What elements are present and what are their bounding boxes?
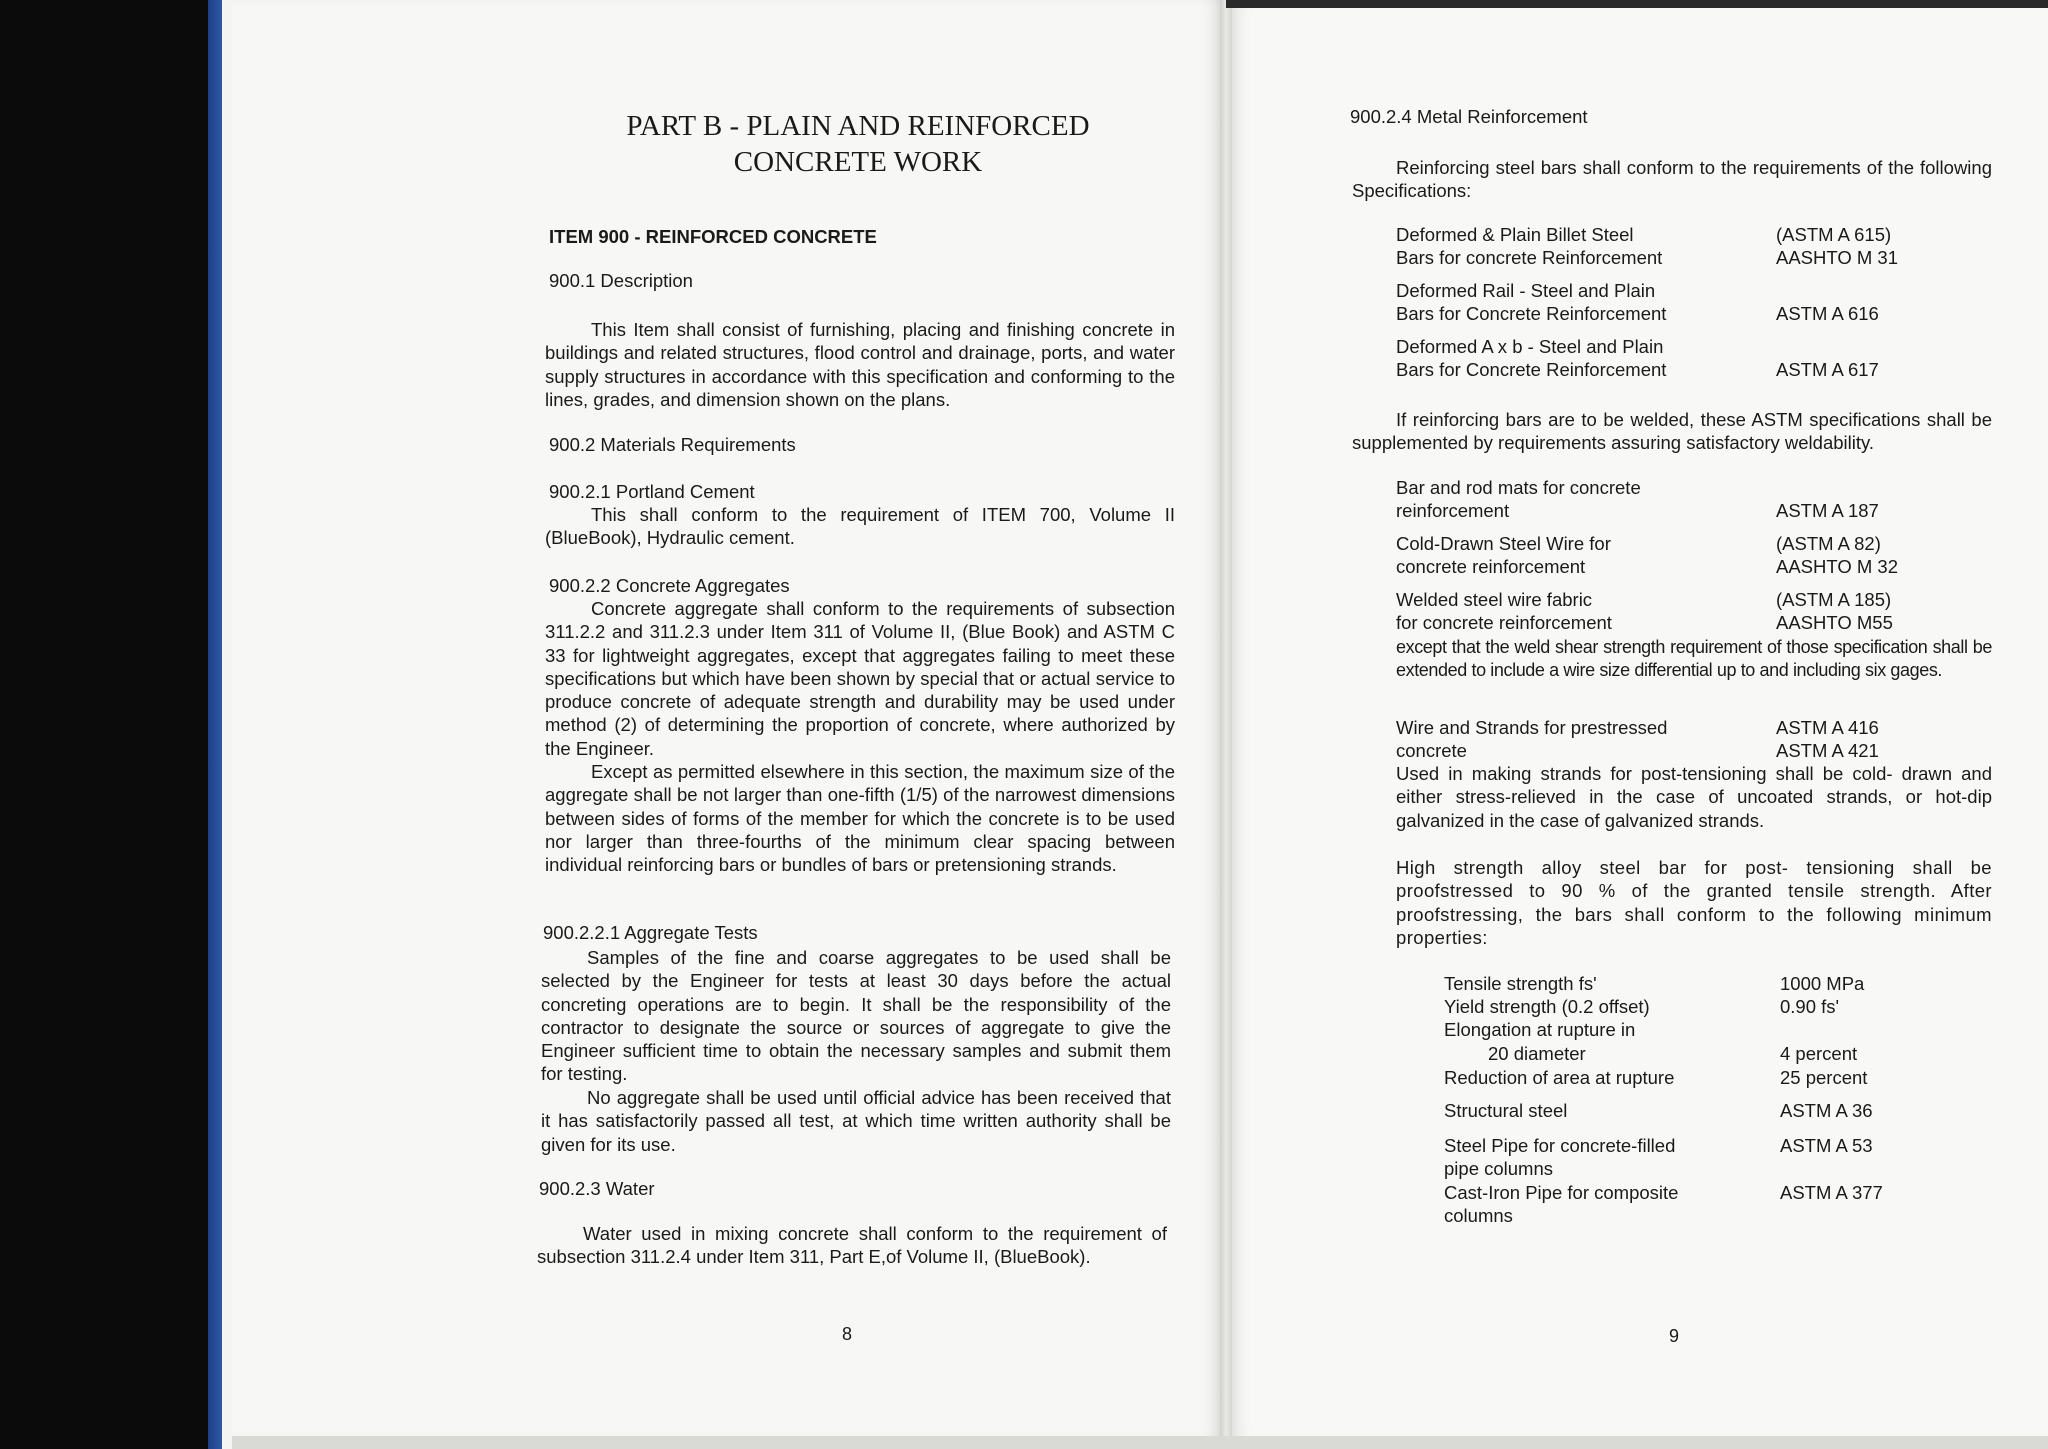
paragraph-except: except that the weld shear strength requirement of those specification shall be extended to include a wire size differential up to and including six gages. [1396,637,1992,681]
page-number-right: 9 [1669,1326,1680,1346]
section-900-2-2-1: 900.2.2.1 Aggregate Tests [543,922,758,943]
spec-label: Cold-Drawn Steel Wire for concrete reinforcement [1396,533,1611,577]
section-900-2: 900.2 Materials Requirements [549,434,796,455]
paragraph-water: Water used in mixing concrete shall conform to the requirement of subsection 311.2.4 under Item 311, Part E,of Volume II, (BlueBook). [537,1223,1167,1268]
part-title-line2: CONCRETE WORK [733,146,983,178]
spec-standard: (ASTM A 615) AASHTO M 31 [1776,224,1899,268]
book-gutter [1220,0,1232,1449]
spec-standard: ASTM A 416 ASTM A 421 [1776,717,1879,761]
spec-standard: ASTM A 617 [1776,359,1879,380]
paragraph-reinforcing-intro: Reinforcing steel bars shall conform to the requirements of the following Specifications: [1352,157,1992,202]
page-number-left: 8 [842,1324,853,1344]
paragraph-tests-2: No aggregate shall be used until official advice has been received that it has satisfactorily passed all test, at which time written authority shall be given for its use. [541,1087,1171,1155]
spec-label: Wire and Strands for prestressed concrete [1396,717,1668,761]
paragraph-alloy: High strength alloy steel bar for post- tensioning shall be proofstressed to 90 % of the granted tensile strength. After proofstressing, the bars shall conform to the following minimum properties: [1396,857,1992,948]
top-shadow [1226,0,2048,8]
paragraph-welded: If reinforcing bars are to be welded, these ASTM specifications shall be supplemented by requirements assuring satisfactory weldability. [1352,409,1992,454]
bottom-edge [232,1436,2048,1449]
section-900-2-1: 900.2.1 Portland Cement [549,481,755,502]
section-900-2-2: 900.2.2 Concrete Aggregates [549,575,790,596]
section-900-2-4: 900.2.4 Metal Reinforcement [1350,106,1588,127]
spec-label: Deformed A x b - Steel and Plain Bars for Concrete Reinforcement [1396,336,1667,380]
spec-standard: (ASTM A 185) AASHTO M55 [1776,589,1893,633]
spec-label: Welded steel wire fabric for concrete reinforcement [1396,589,1612,633]
paragraph-aggregates-1: Concrete aggregate shall conform to the requirements of subsection 311.2.2 and 311.2.3 under Item 311 of Volume II, (Blue Book) and ASTM C 33 for lightweight aggregates, except that aggregates failing to meet these specifications but which have been shown by special that or actual service to produce concrete of adequate strength and durability may be used under method (2) of determining the proportion of concrete, where authorized by the Engineer. [545,598,1175,759]
spec-label: Deformed & Plain Billet Steel Bars for concrete Reinforcement [1396,224,1663,268]
part-title-line1: PART B - PLAIN AND REINFORCED [626,110,1090,142]
section-900-2-3: 900.2.3 Water [539,1178,655,1199]
spec-standard: ASTM A 187 [1776,500,1879,521]
item-heading: ITEM 900 - REINFORCED CONCRETE [549,226,877,247]
paragraph-description: This Item shall consist of furnishing, placing and finishing concrete in buildings and related structures, flood control and drainage, ports, and water supply structures in accordance with this specification and conforming to the lines, grades, and dimension shown on the plans. [545,319,1175,410]
paragraph-cement: This shall conform to the requirement of ITEM 700, Volume II (BlueBook), Hydraulic cement. [545,504,1175,549]
section-900-1: 900.1 Description [549,270,693,291]
spec-label: Bar and rod mats for concrete reinforcement [1396,477,1641,521]
spec-standard: (ASTM A 82) AASHTO M 32 [1776,533,1899,577]
paragraph-tests-1: Samples of the fine and coarse aggregates to be used shall be selected by the Engineer for tests at least 30 days before the actual concreting operations are to begin. It shall be the responsibility of the contractor to designate the source or sources of aggregate to give the Engineer sufficient time to obtain the necessary samples and submit them for testing. [541,947,1171,1085]
spec-standard: ASTM A 616 [1776,303,1879,324]
spec-label: Deformed Rail - Steel and Plain Bars for Concrete Reinforcement [1396,280,1667,324]
paragraph-aggregates-2: Except as permitted elsewhere in this section, the maximum size of the aggregate shall be not larger than one-fifth (1/5) of the narrowest dimensions between sides of forms of the member for which the concrete is to be used nor larger than three-fourths of the minimum clear spacing between individual reinforcing bars or bundles of bars or pretensioning strands. [545,761,1175,876]
paragraph-strands: Used in making strands for post-tensioning shall be cold- drawn and either stress-relieved in the case of uncoated strands, or hot-dip galvanized in the case of galvanized strands. [1396,763,1992,831]
part-title [543,108,1173,180]
